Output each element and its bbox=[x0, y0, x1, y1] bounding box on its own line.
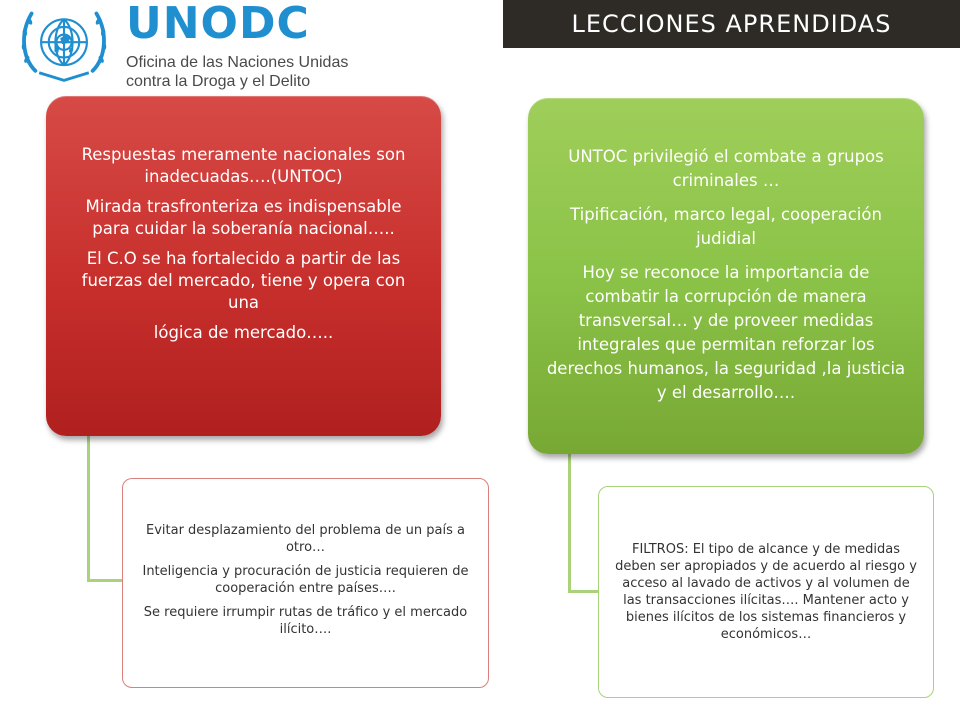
left-sub-text-3: Se requiere irrumpir rutas de tráfico y el mercado ilícito…. bbox=[143, 604, 468, 637]
left-main-text-3: El C.O se ha fortalecido a partir de las fuerzas del mercado, tiene y opera con una bbox=[81, 249, 406, 312]
left-main-text-4: lógica de mercado….. bbox=[153, 323, 334, 342]
left-main-text-2: Mirada trasfronteriza es indispensable para cuidar la soberanía nacional….. bbox=[85, 197, 402, 238]
logo-subtitle-line1: Oficina de las Naciones Unidas bbox=[126, 54, 349, 71]
right-sub-card bbox=[598, 486, 934, 698]
right-main-card bbox=[528, 98, 924, 454]
unodc-logo bbox=[16, 0, 356, 90]
right-connector-vertical bbox=[568, 454, 571, 593]
right-main-text-3: Hoy se reconoce la importancia de combatir la corrupción de manera transversal… y de proveer medidas integrales que permitan reforzar los derechos humanos, la seguridad ,la justicia y el desarrollo…. bbox=[546, 263, 906, 402]
left-sub-card bbox=[122, 478, 489, 688]
un-emblem-icon bbox=[16, 4, 112, 88]
left-sub-text-1: Evitar desplazamiento del problema de un país a otro… bbox=[146, 522, 465, 555]
left-main-card bbox=[46, 96, 441, 436]
left-main-text-1: Respuestas meramente nacionales son inadecuadas….(UNTOC) bbox=[81, 145, 406, 186]
left-connector-horizontal bbox=[87, 579, 123, 582]
title-banner bbox=[503, 0, 960, 48]
right-main-text-1: UNTOC privilegió el combate a grupos criminales … bbox=[568, 147, 884, 190]
right-main-text-2: Tipificación, marco legal, cooperación judidial bbox=[570, 205, 882, 248]
page-title: LECCIONES APRENDIDAS bbox=[571, 10, 892, 38]
right-connector-horizontal bbox=[568, 590, 599, 593]
left-connector-vertical bbox=[87, 436, 90, 582]
logo-subtitle-line2: contra la Droga y el Delito bbox=[126, 73, 311, 90]
logo-subtitle bbox=[126, 53, 348, 91]
left-sub-text-2: Inteligencia y procuración de justicia requieren de cooperación entre países…. bbox=[142, 563, 469, 596]
logo-title: UNODC bbox=[126, 0, 310, 49]
right-sub-text: FILTROS: El tipo de alcance y de medidas deben ser apropiados y de acuerdo al riesgo y acceso al lavado de activos y al volumen de las transacciones ilícitas…. Mantener acto y bienes ilícitos de los sistemas financieros y económicos… bbox=[615, 542, 917, 642]
